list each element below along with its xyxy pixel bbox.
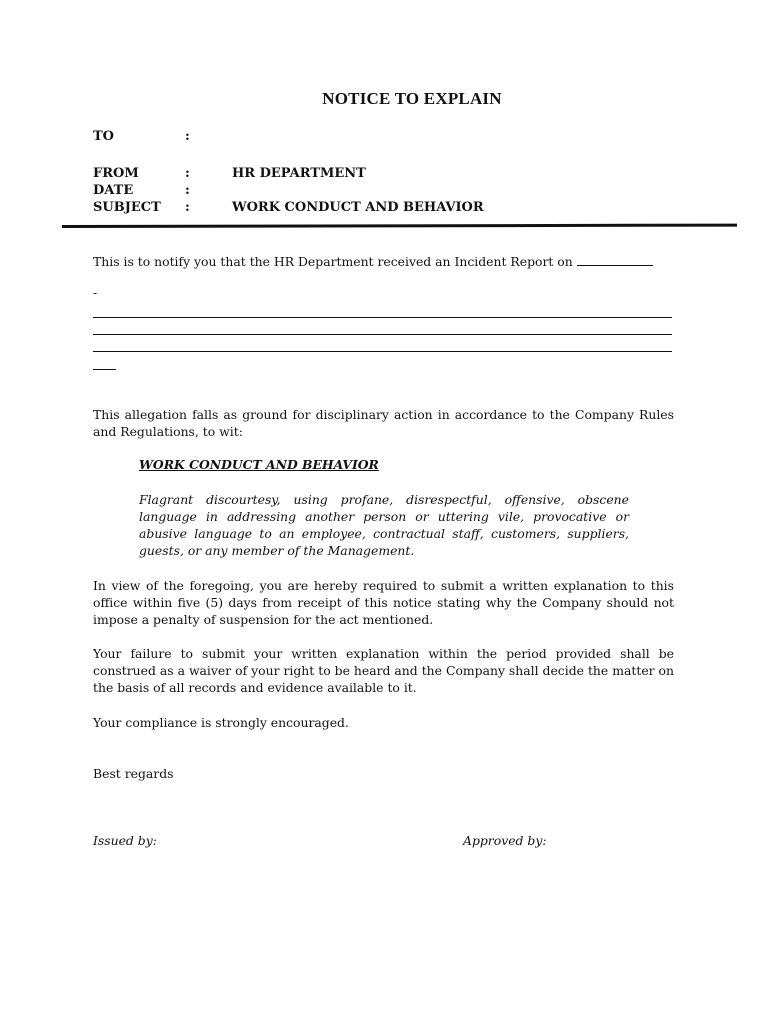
approved-by-label: Approved by: [463,833,547,848]
blank-line-3 [93,351,672,352]
from-label: FROM [93,166,139,181]
failure-paragraph: Your failure to submit your written explanation within the period provided shall be construed as a waiver of your right to be heard and the Company shall decide the matter on the basis of all records and evidence available to it. [93,646,674,695]
issued-by-label: Issued by: [93,833,157,848]
blank-line-4 [93,369,116,370]
rule-text: Flagrant discourtesy, using profane, disrespectful, offensive, obscene language in addressing another person or uttering vile, provocative or abusive language to an employee, contractual staff, customers, suppliers, guests, or any member of the Management. [139,492,629,558]
to-colon: : [185,129,190,144]
regards-text: Best regards [93,766,174,781]
allegation-paragraph: This allegation falls as ground for disciplinary action in accordance to the Company Rules and Regulations, to wit: [93,407,674,439]
date-colon: : [185,183,190,198]
intro-text: This is to notify you that the HR Department received an Incident Report on [93,254,573,269]
from-value: HR DEPARTMENT [232,166,366,181]
foregoing-paragraph: In view of the foregoing, you are hereby required to submit a written explanation to this office within five (5) days from receipt of this notice stating why the Company should not impose a penalty of suspension for the act mentioned. [93,578,674,627]
intro-paragraph [93,253,693,270]
blank-line-2 [93,334,672,335]
subject-label: SUBJECT [93,200,161,215]
incident-date-blank [577,254,653,266]
date-label: DATE [93,183,134,198]
blank-line-1 [93,317,672,318]
to-label: TO [93,129,114,144]
document-title: NOTICE TO EXPLAIN [322,89,502,108]
from-colon: : [185,166,190,181]
dash-mark: - [93,286,98,300]
compliance-paragraph: Your compliance is strongly encouraged. [93,715,349,730]
subject-value: WORK CONDUCT AND BEHAVIOR [232,200,484,215]
rule-heading: WORK CONDUCT AND BEHAVIOR [139,457,379,472]
header-divider [62,224,737,228]
subject-colon: : [185,200,190,215]
